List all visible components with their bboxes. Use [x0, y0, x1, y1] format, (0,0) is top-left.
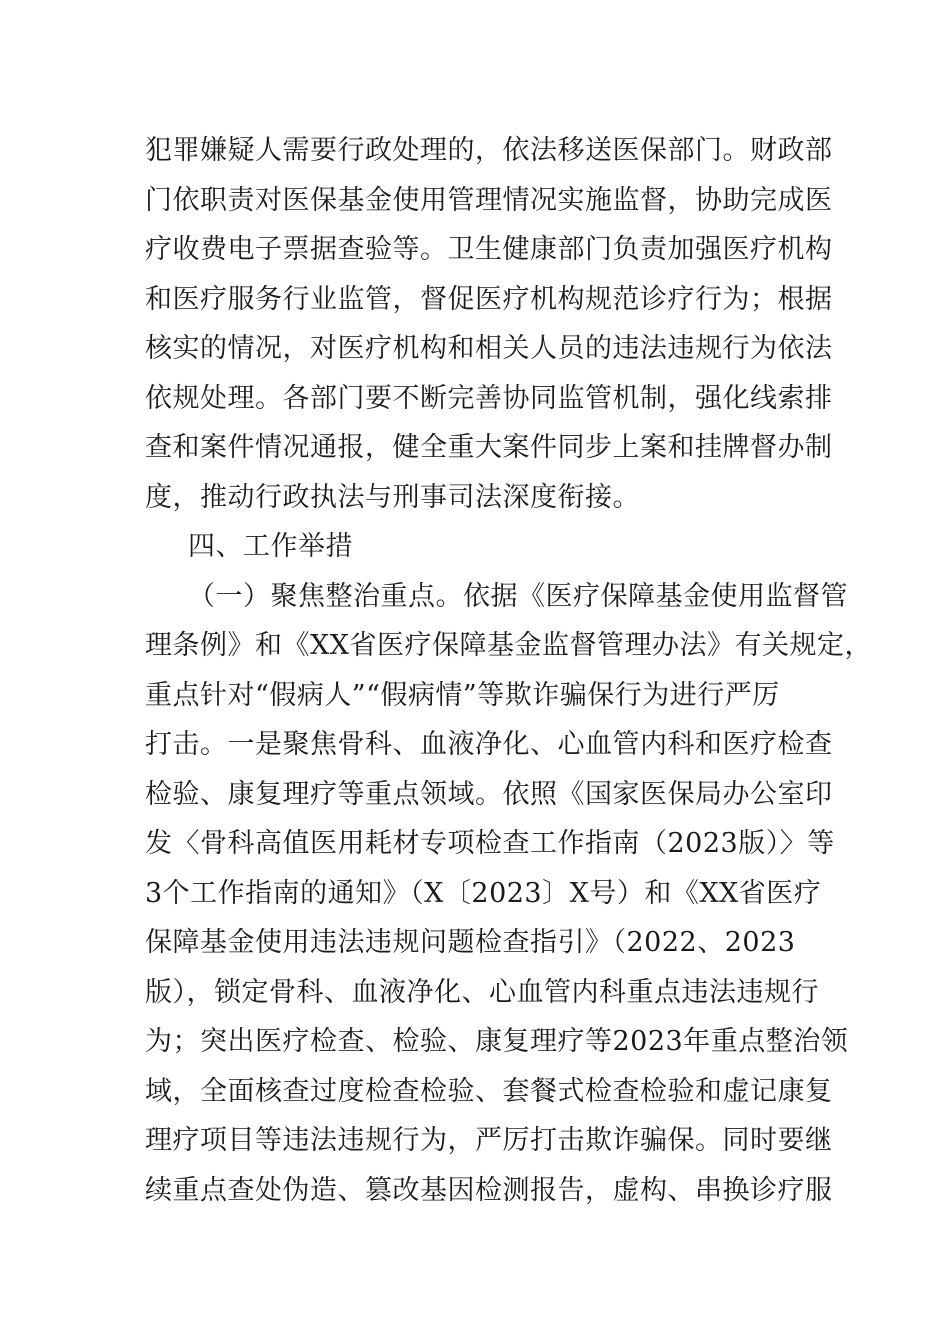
text-line-4: 和医疗服务行业监管，督促医疗机构规范诊疗行为；根据 — [145, 283, 833, 315]
text-line-16: 3个工作指南的通知》（X〔2023〕X号）和《XX省医疗 — [145, 877, 822, 909]
text-line-19: 为；突出医疗检查、检验、康复理疗等2023年重点整治领 — [145, 1026, 849, 1057]
text-line-14: 检验、康复理疗等重点领域。依照《国家医保局办公室印 — [145, 778, 833, 810]
text-line-5: 核实的情况，对医疗机构和相关人员的违法违规行为依法 — [145, 333, 833, 364]
text-line-20: 域，全面核查过度检查检验、套餐式检查检验和虚记康复 — [145, 1075, 833, 1107]
text-line-18: 版），锁定骨科、血液净化、心血管内科重点违法违规行 — [145, 976, 819, 1008]
text-line-11: 理条例》和《XX省医疗保障基金监督管理办法》有关规定， — [145, 630, 872, 661]
text-line-1: 犯罪嫌疑人需要行政处理的，依法移送医保部门。财政部 — [145, 135, 833, 166]
document-body — [145, 126, 872, 1215]
text-line-21: 理疗项目等违法违规行为，严厉打击欺诈骗保。同时要继 — [145, 1125, 833, 1156]
text-line-15: 发〈骨科高值医用耗材专项检查工作指南（2023版）〉等 — [145, 828, 835, 859]
text-line-8: 度，推动行政执法与刑事司法深度衔接。 — [145, 481, 640, 513]
section-heading: 四、工作举措 — [188, 531, 353, 562]
subsection-heading-line: （一）聚焦整治重点。依据《医疗保障基金使用监督管 — [188, 580, 848, 612]
text-line-2: 门依职责对医保基金使用管理情况实施监督，协助完成医 — [145, 184, 833, 216]
text-line-7: 查和案件情况通报，健全重大案件同步上案和挂牌督办制 — [145, 432, 833, 463]
text-line-22: 续重点查处伪造、篡改基因检测报告，虚构、串换诊疗服 — [145, 1174, 833, 1206]
text-line-17: 保障基金使用违法违规问题检查指引》（2022、2023 — [145, 927, 796, 958]
text-line-12: 重点针对“假病人”“假病情”等欺诈骗保行为进行严厉 — [145, 679, 780, 711]
text-line-3: 疗收费电子票据查验等。卫生健康部门负责加强医疗机构 — [145, 234, 833, 265]
text-line-13: 打击。一是聚焦骨科、血液净化、心血管内科和医疗检查 — [145, 729, 833, 760]
text-line-6: 依规处理。各部门要不断完善协同监管机制，强化线索排 — [145, 382, 833, 414]
